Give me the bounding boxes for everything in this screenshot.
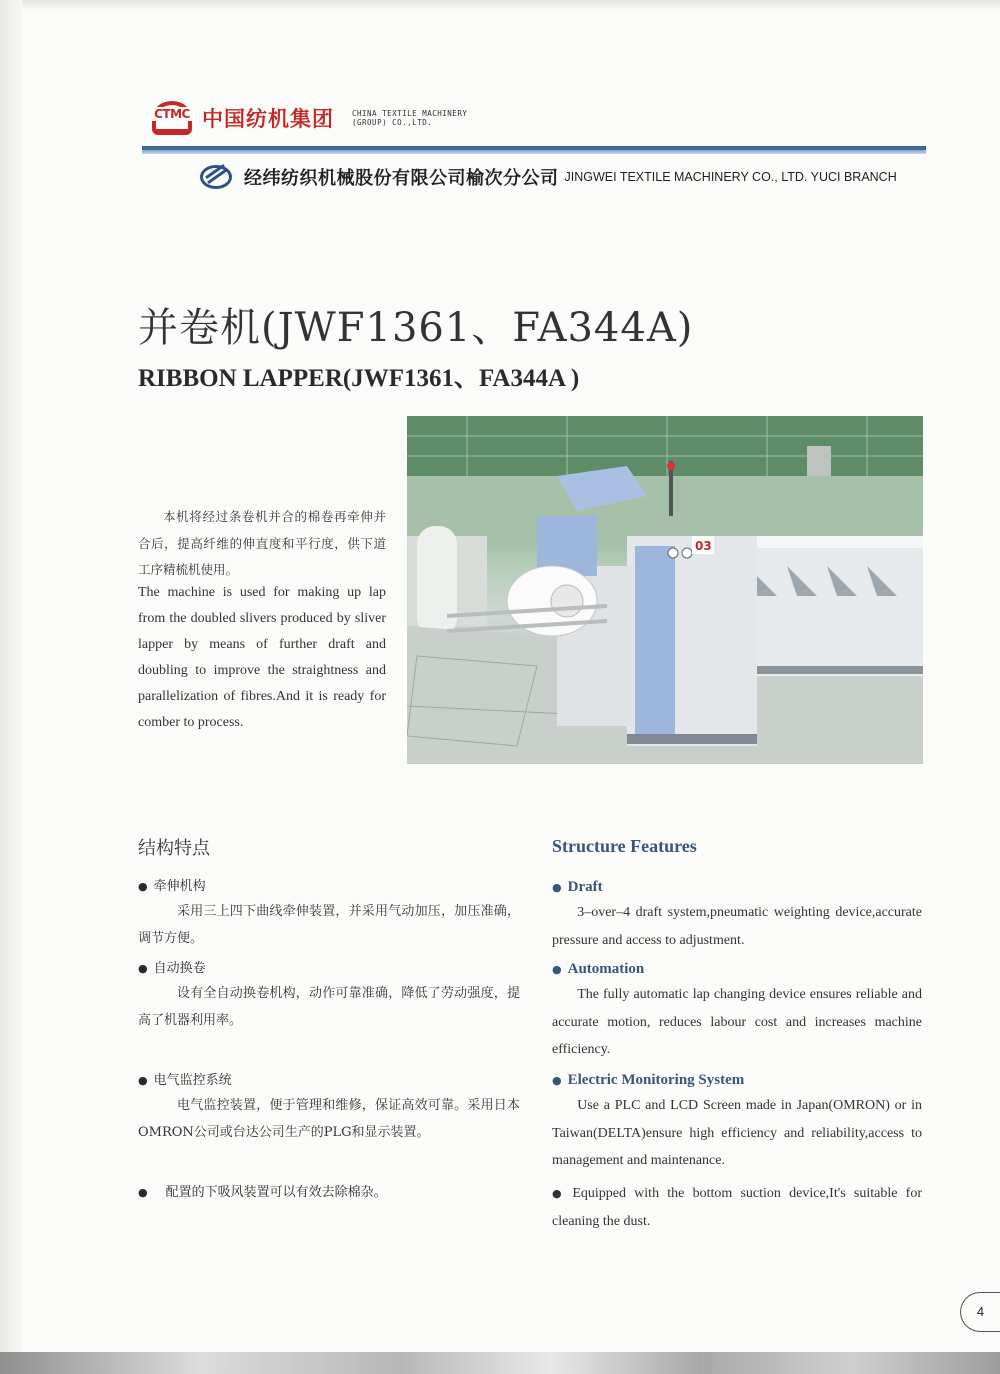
feature-cn-head: 电气监控系统 <box>153 1073 232 1088</box>
feature-en-draft <box>552 876 922 954</box>
branch-name-cn: 经纬纺织机械股份有限公司榆次分公司 <box>244 168 559 189</box>
scan-edge-top <box>0 0 1000 10</box>
machine-photo <box>407 416 923 764</box>
machine-illustration <box>407 416 923 764</box>
bullet-icon: ● <box>138 1186 148 1199</box>
features-heading-en: Structure Features <box>552 836 697 856</box>
intro-text-cn: 本机将经过条卷机并合的棉卷再牵伸并合后，提高纤维的伸直度和平行度，供下道工序精梳机使用。 <box>138 509 386 577</box>
bullet-icon: ● <box>552 1187 567 1200</box>
feature-en-body: The fully automatic lap changing device ensures reliable and accurate motion, reduces labour cost and increases machine efficiency. <box>552 987 922 1057</box>
feature-en-body: 3–over–4 draft system,pneumatic weighting device,accurate pressure and access to adjustment. <box>552 905 922 948</box>
feature-cn-head: 牵伸机构 <box>153 879 206 894</box>
machine-number-label: 03 <box>695 539 712 553</box>
bullet-icon: ● <box>552 881 562 894</box>
group-name-cn: 中国纺机集团 <box>202 107 334 131</box>
feature-cn-electric <box>138 1070 520 1146</box>
feature-en-suction <box>552 1180 922 1235</box>
feature-en-body: Use a PLC and LCD Screen made in Japan(OMRON) or in Taiwan(DELTA)ensure high efficiency and reliability,access to management and maintenance. <box>552 1098 922 1168</box>
ctmc-logo-icon <box>148 101 196 135</box>
feature-cn-automation <box>138 958 520 1034</box>
feature-cn-suction <box>138 1182 520 1204</box>
page-title-en: RIBBON LAPPER(JWF1361、FA344A ) <box>138 365 580 392</box>
feature-cn-body: 配置的下吸风装置可以有效去除棉杂。 <box>165 1185 387 1200</box>
branch-header <box>198 160 897 194</box>
page-number: 4 <box>960 1292 1000 1332</box>
group-name-en <box>352 109 467 127</box>
feature-cn-body: 采用三上四下曲线牵伸装置，并采用气动加压，加压准确，调节方便。 <box>138 904 520 946</box>
branch-name-en: JINGWEI TEXTILE MACHINERY CO., LTD. YUCI BRANCH <box>564 170 897 184</box>
header-rule <box>142 146 926 154</box>
feature-cn-head: 自动换卷 <box>153 961 206 976</box>
bullet-icon: ● <box>552 1074 562 1087</box>
jingwei-logo-icon <box>198 163 234 191</box>
feature-en-head: Automation <box>567 961 645 977</box>
group-name-en-line2: (GROUP) CO.,LTD. <box>352 118 433 127</box>
intro-text-en: The machine is used for making up lap from the doubled slivers produced by sliver lapper by means of further draft and doubling to improve the straightness and parallelization of fibres.And it is ready for comber to process. <box>138 585 386 730</box>
feature-en-automation <box>552 958 922 1064</box>
ctmc-logo-text: CTMC <box>148 107 196 121</box>
feature-en-head: Electric Monitoring System <box>567 1072 745 1088</box>
bullet-icon: ● <box>138 1074 148 1087</box>
feature-cn-body: 电气监控装置，便于管理和维修，保证高效可靠。采用日本OMRON公司或台达公司生产的PLG和显示装置。 <box>138 1098 520 1140</box>
page-title-cn: 并卷机(JWF1361、FA344A) <box>138 305 694 351</box>
group-logo-block <box>148 100 467 136</box>
bullet-icon: ● <box>552 963 562 976</box>
features-heading-cn: 结构特点 <box>138 838 210 859</box>
feature-cn-body: 设有全自动换卷机构，动作可靠准确，降低了劳动强度，提高了机器利用率。 <box>138 986 520 1028</box>
scan-edge-left <box>0 0 22 1374</box>
bullet-icon: ● <box>138 962 148 975</box>
feature-en-body: Equipped with the bottom suction device,It's suitable for cleaning the dust. <box>552 1186 922 1229</box>
feature-cn-draft <box>138 876 520 952</box>
feature-en-electric <box>552 1069 922 1175</box>
feature-en-head: Draft <box>567 879 603 895</box>
group-name-en-line1: CHINA TEXTILE MACHINERY <box>352 109 468 118</box>
bullet-icon: ● <box>138 880 148 893</box>
scan-edge-bottom <box>0 1352 1000 1374</box>
